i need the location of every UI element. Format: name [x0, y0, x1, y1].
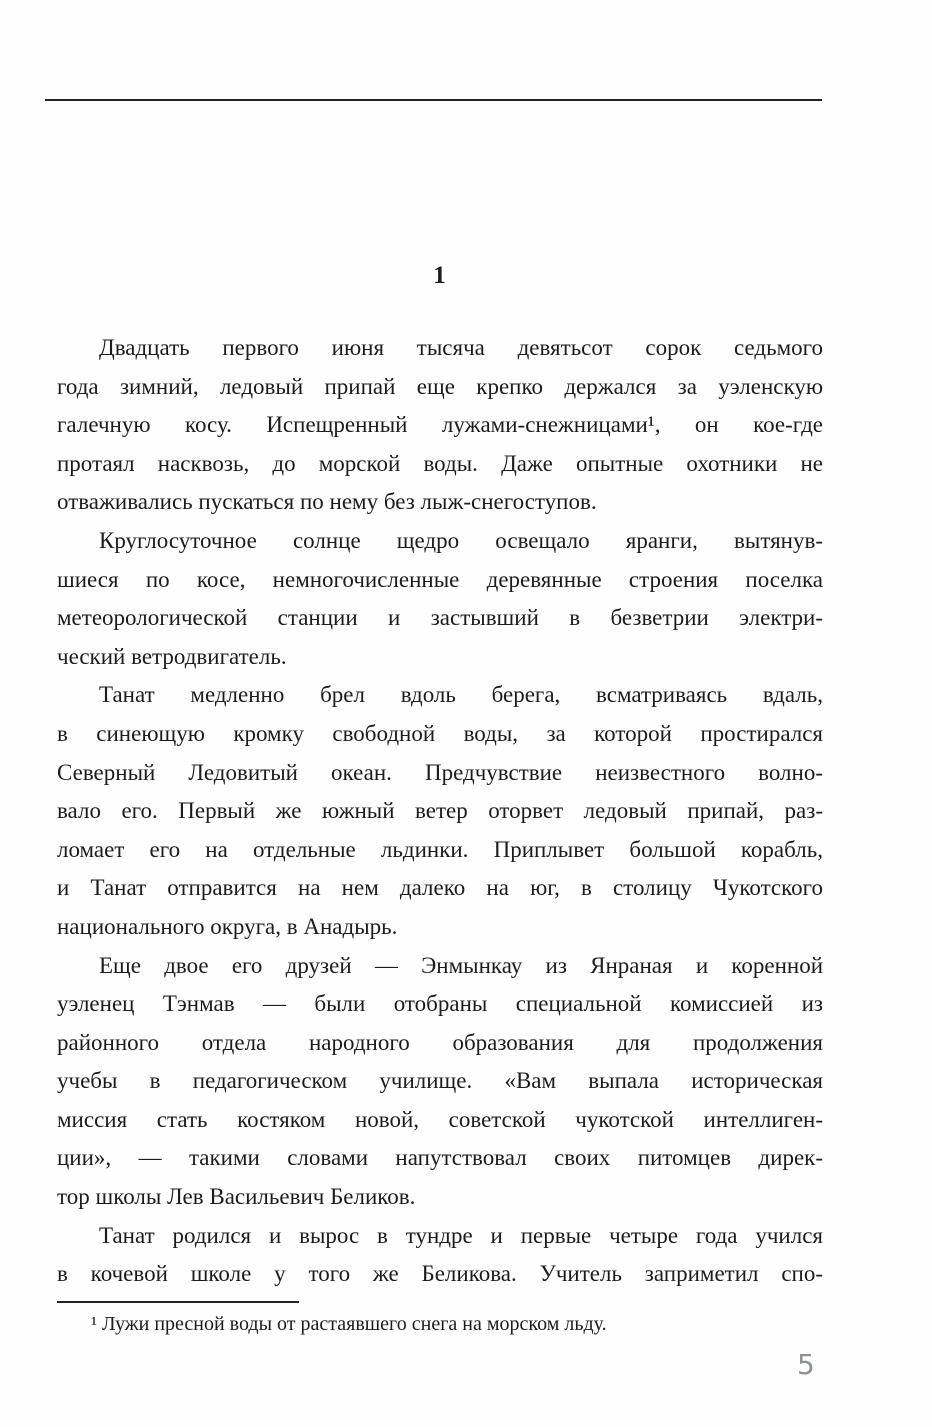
paragraph: [57, 1217, 823, 1294]
header-rule: [45, 99, 822, 101]
chapter-number: 1: [433, 262, 447, 289]
paragraph: [57, 947, 823, 1217]
footnote-rule: [57, 1301, 299, 1303]
text-line: Двадцать первого июня тысяча девятьсот сорок седьмого: [99, 335, 823, 360]
text-line: уэленец Тэнмав — были отобраны специальной комиссией из: [57, 991, 823, 1017]
text-line: галечную косу. Испещренный лужами-снежницами¹, он кое-где: [57, 412, 823, 438]
text-line: учебы в педагогическом училище. «Вам выпала историческая: [57, 1068, 823, 1094]
paragraph: [57, 522, 823, 676]
footnote: ¹ Лужи пресной воды от растаявшего снега на морском льду.: [91, 1313, 607, 1335]
text-line: районного отдела народного образования для продолжения: [57, 1029, 823, 1055]
text-block: [57, 329, 823, 1294]
text-line: тор школы Лев Васильевич Беликов.: [57, 1184, 416, 1210]
text-line: в кочевой школе у того же Беликова. Учитель заприметил спо-: [57, 1261, 823, 1287]
paragraph: [57, 676, 823, 946]
text-line: ломает его на отдельные льдинки. Приплывет большой корабль,: [57, 836, 823, 862]
text-line: шиеся по косе, немногочисленные деревянные строения поселка: [57, 566, 823, 592]
text-line: вало его. Первый же южный ветер оторвет ледовый припай, раз-: [57, 798, 823, 824]
text-line: ческий ветродвигатель.: [57, 643, 287, 669]
text-line: протаял насквозь, до морской воды. Даже опытные охотники не: [57, 450, 823, 476]
text-line: Танат родился и вырос в тундре и первые четыре года учился: [99, 1222, 823, 1248]
text-line: отваживались пускаться по нему без лыж-снегоступов.: [57, 489, 597, 515]
text-line: года зимний, ледовый припай еще крепко держался за уэленскую: [57, 373, 823, 399]
text-line: и Танат отправится на нем далеко на юг, в столицу Чукотского: [57, 875, 823, 901]
paragraph: [57, 329, 823, 522]
text-line: Северный Ледовитый океан. Предчувствие неизвестного волно-: [57, 759, 823, 785]
text-line: Еще двое его друзей — Энмынкау из Янраная и коренной: [99, 952, 823, 978]
text-line: в синеющую кромку свободной воды, за которой простирался: [57, 720, 823, 746]
text-line: миссия стать костяком новой, советской чукотской интеллиген-: [57, 1106, 823, 1132]
text-line: национального округа, в Анадырь.: [57, 913, 398, 939]
page-number: 5: [797, 1348, 815, 1381]
text-line: Круглосуточное солнце щедро освещало яранги, вытянув-: [99, 527, 823, 553]
text-line: метеорологической станции и застывший в безветрии электри-: [57, 605, 823, 631]
text-line: ции», — такими словами напутствовал своих питомцев дирек-: [57, 1145, 823, 1171]
text-line: Танат медленно брел вдоль берега, всматриваясь вдаль,: [99, 682, 823, 708]
